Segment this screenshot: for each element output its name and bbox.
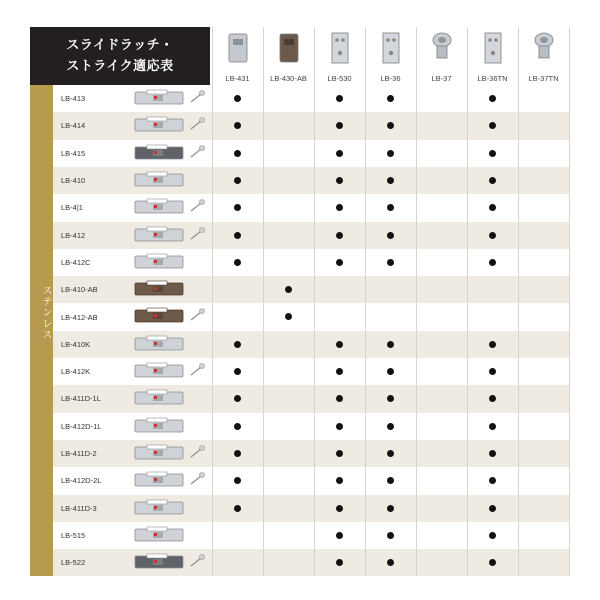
column-header — [263, 27, 314, 85]
product-thumbnail-icon — [133, 225, 213, 250]
compatibility-dot — [387, 204, 394, 211]
compatibility-dot — [489, 450, 496, 457]
product-thumbnail-icon — [133, 416, 213, 441]
product-model: LB-414 — [61, 121, 86, 131]
compatibility-dot — [387, 559, 394, 566]
bracket-36tn-icon — [481, 31, 505, 69]
product-model: LB-410-AB — [61, 285, 98, 295]
product-model: LB-522 — [61, 558, 86, 568]
compatibility-dot — [336, 341, 343, 348]
product-model: LB-410 — [61, 176, 86, 186]
table-row — [53, 222, 570, 249]
column-label: LB-430-AB — [270, 74, 307, 83]
product-thumbnail-icon — [133, 115, 213, 140]
table-row — [53, 85, 570, 112]
compatibility-dot — [489, 177, 496, 184]
compatibility-dot — [234, 341, 241, 348]
product-thumbnail-icon — [133, 443, 213, 468]
column-divider — [467, 27, 468, 576]
compatibility-dot — [234, 177, 241, 184]
compatibility-dot — [336, 177, 343, 184]
product-model: LB-412C — [61, 257, 91, 267]
compatibility-dot — [336, 122, 343, 129]
table-row — [53, 358, 570, 385]
column-label: LB-36TN — [477, 74, 508, 83]
product-model: LB-415 — [61, 148, 86, 158]
column-divider — [212, 27, 213, 576]
table-row — [53, 194, 570, 221]
column-header — [314, 27, 365, 85]
compatibility-dot — [489, 559, 496, 566]
compatibility-dot — [387, 423, 394, 430]
product-thumbnail-icon — [133, 306, 213, 331]
compatibility-dot — [489, 259, 496, 266]
product-model: LB-410K — [61, 339, 91, 349]
table-row — [53, 276, 570, 303]
product-thumbnail-icon — [133, 470, 213, 495]
compatibility-dot — [285, 286, 292, 293]
product-model: LB-412D-1L — [61, 421, 102, 431]
compatibility-dot — [387, 95, 394, 102]
compatibility-dot — [387, 368, 394, 375]
table-title — [30, 27, 210, 85]
compatibility-dot — [234, 505, 241, 512]
bolt-37tn-icon — [533, 31, 555, 67]
table-row — [53, 112, 570, 139]
compatibility-dot — [336, 450, 343, 457]
compatibility-dot — [387, 477, 394, 484]
product-model: LB-411D-2 — [61, 449, 97, 459]
column-header — [212, 27, 263, 85]
compatibility-dot — [489, 232, 496, 239]
compatibility-dot — [489, 477, 496, 484]
product-thumbnail-icon — [133, 388, 213, 413]
table-row — [53, 249, 570, 276]
compatibility-dot — [489, 423, 496, 430]
product-model: LB-412D-2L — [61, 476, 102, 486]
compatibility-dot — [285, 313, 292, 320]
column-divider — [518, 27, 519, 576]
compatibility-dot — [234, 204, 241, 211]
category-label: ステンレス — [40, 285, 51, 340]
product-model: LB-412-AB — [61, 312, 98, 322]
compatibility-dot — [234, 423, 241, 430]
product-model: LB-4|1 — [61, 203, 83, 213]
compatibility-dot — [234, 259, 241, 266]
compatibility-dot — [489, 395, 496, 402]
table-row — [53, 467, 570, 494]
column-label: LB-530 — [327, 74, 352, 83]
compatibility-dot — [336, 95, 343, 102]
compatibility-dot — [336, 532, 343, 539]
compatibility-dot — [489, 122, 496, 129]
product-thumbnail-icon — [133, 498, 213, 523]
product-model: LB-515 — [61, 530, 86, 540]
compatibility-dot — [489, 95, 496, 102]
compatibility-dot — [387, 450, 394, 457]
compatibility-dot — [387, 122, 394, 129]
column-divider — [569, 27, 570, 576]
table-row — [53, 303, 570, 330]
compatibility-dot — [489, 204, 496, 211]
product-thumbnail-icon — [133, 170, 213, 195]
strike-430ab-icon — [277, 31, 301, 69]
compatibility-dot — [387, 259, 394, 266]
compatibility-dot — [387, 232, 394, 239]
compatibility-dot — [336, 204, 343, 211]
compatibility-dot — [234, 122, 241, 129]
compatibility-dot — [234, 450, 241, 457]
product-model: LB-411D-3 — [61, 503, 97, 513]
bolt-37-icon — [431, 31, 453, 67]
column-label: LB-431 — [225, 74, 250, 83]
compatibility-dot — [336, 505, 343, 512]
compatibility-dot — [489, 505, 496, 512]
column-header — [467, 27, 518, 85]
bracket-530-icon — [328, 31, 352, 69]
compatibility-dot — [387, 505, 394, 512]
title-line-2: ストライク適応表 — [66, 59, 174, 74]
compatibility-dot — [336, 477, 343, 484]
column-header — [365, 27, 416, 85]
table-row — [53, 413, 570, 440]
compatibility-dot — [336, 559, 343, 566]
column-header — [518, 27, 569, 85]
column-divider — [365, 27, 366, 576]
table-row — [53, 331, 570, 358]
product-model: LB-413 — [61, 94, 86, 104]
table-row — [53, 549, 570, 576]
title-line-1: スライドラッチ・ — [66, 38, 174, 53]
compatibility-dot — [234, 368, 241, 375]
column-divider — [416, 27, 417, 576]
compatibility-dot — [336, 395, 343, 402]
column-label: LB-37TN — [528, 74, 559, 83]
table-row — [53, 522, 570, 549]
compatibility-dot — [234, 232, 241, 239]
product-thumbnail-icon — [133, 525, 213, 550]
table-row — [53, 140, 570, 167]
product-model: LB-411D-1L — [61, 394, 101, 404]
product-model: LB-412K — [61, 367, 91, 377]
compatibility-dot — [387, 341, 394, 348]
compatibility-dot — [336, 368, 343, 375]
compatibility-dot — [387, 150, 394, 157]
product-thumbnail-icon — [133, 361, 213, 386]
compatibility-dot — [336, 150, 343, 157]
compatibility-dot — [336, 423, 343, 430]
compatibility-dot — [489, 532, 496, 539]
compatibility-dot — [234, 95, 241, 102]
category-band — [30, 85, 53, 576]
column-divider — [314, 27, 315, 576]
product-thumbnail-icon — [133, 334, 213, 359]
product-thumbnail-icon — [133, 143, 213, 168]
compatibility-dot — [489, 341, 496, 348]
column-label: LB-37 — [431, 74, 452, 83]
column-divider — [263, 27, 264, 576]
product-thumbnail-icon — [133, 279, 213, 304]
compatibility-dot — [387, 177, 394, 184]
compatibility-dot — [336, 259, 343, 266]
table-row — [53, 167, 570, 194]
product-thumbnail-icon — [133, 88, 213, 113]
compatibility-dot — [489, 150, 496, 157]
table-row — [53, 440, 570, 467]
bracket-36-icon — [379, 31, 403, 69]
column-header — [416, 27, 467, 85]
column-label: LB-36 — [380, 74, 401, 83]
strike-431-icon — [226, 31, 250, 69]
compatibility-dot — [489, 368, 496, 375]
compatibility-dot — [387, 532, 394, 539]
compatibility-dot — [234, 395, 241, 402]
product-thumbnail-icon — [133, 552, 213, 577]
product-thumbnail-icon — [133, 197, 213, 222]
table-row — [53, 385, 570, 412]
table-row — [53, 495, 570, 522]
compatibility-dot — [336, 232, 343, 239]
compatibility-dot — [234, 477, 241, 484]
compatibility-dot — [234, 150, 241, 157]
product-model: LB-412 — [61, 230, 86, 240]
compatibility-dot — [387, 395, 394, 402]
product-thumbnail-icon — [133, 252, 213, 277]
